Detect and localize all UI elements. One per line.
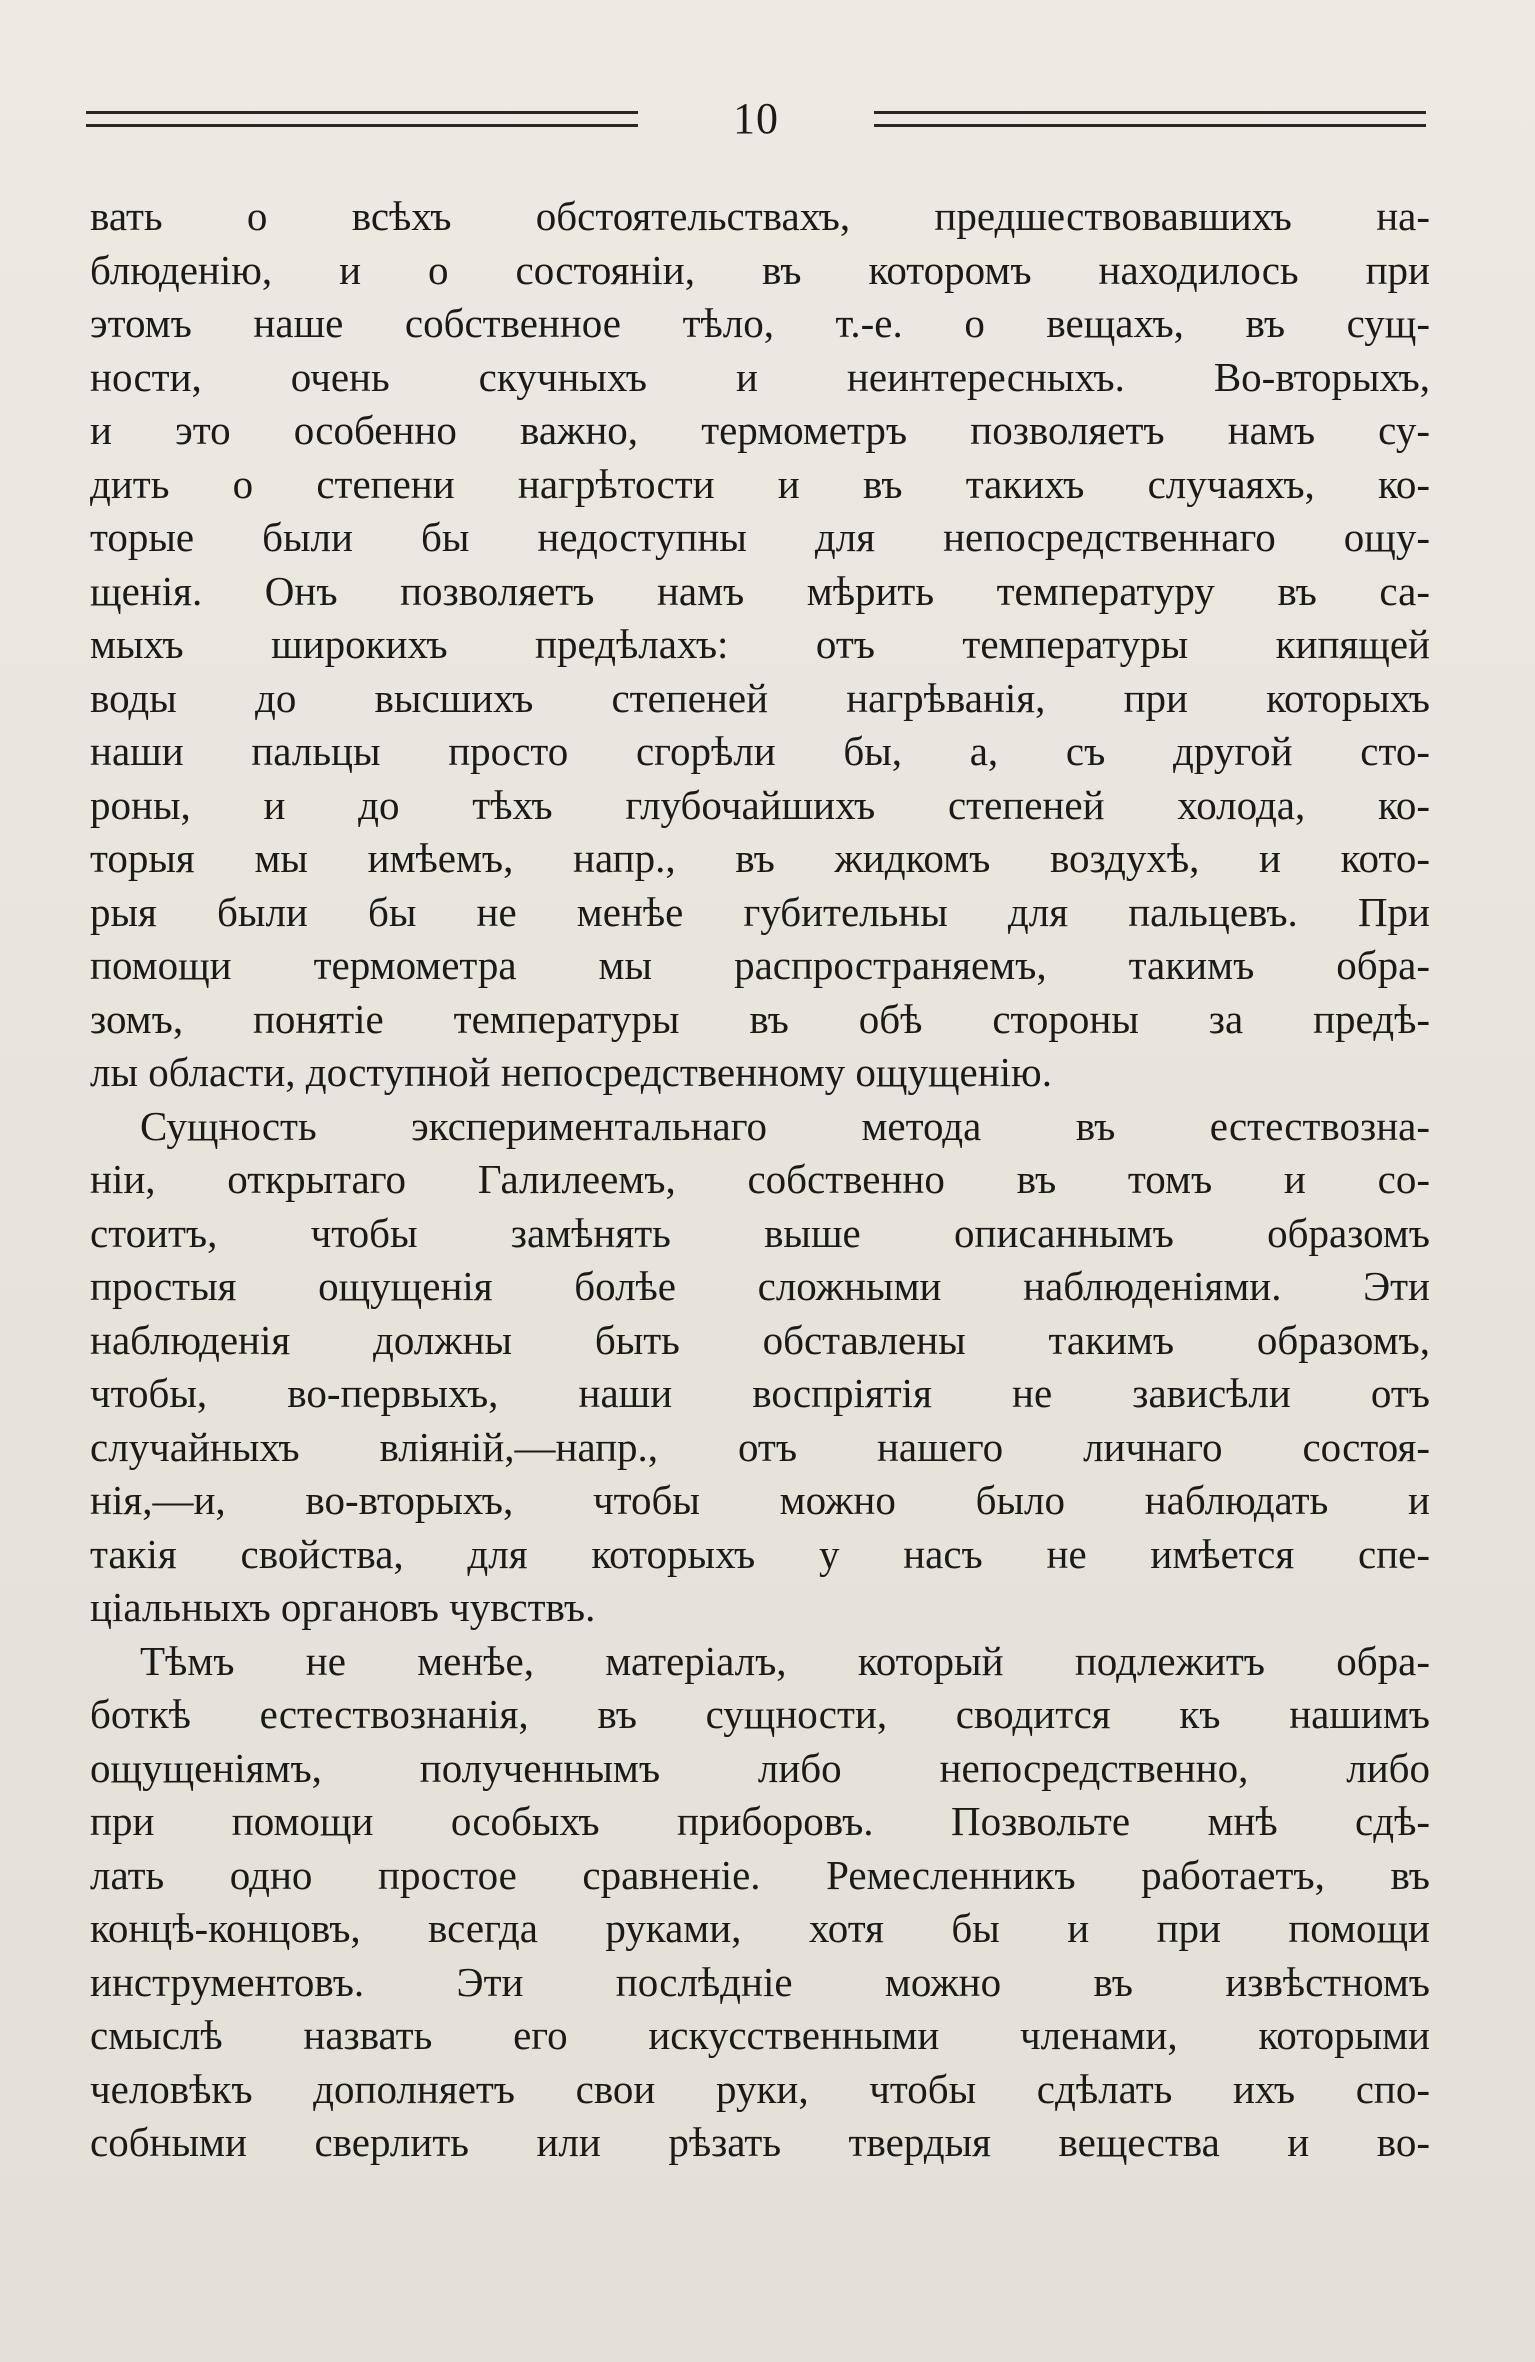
paragraph-3 — [90, 1635, 1430, 2170]
text-line: дить о степени нагрѣтости и въ такихъ случаяхъ, ко- — [90, 460, 1430, 507]
text-line: наблюденія должны быть обставлены такимъ образомъ, — [90, 1316, 1430, 1363]
paragraph-2 — [90, 1100, 1430, 1635]
text-line: лать одно простое сравненіе. Ремесленникъ работаетъ, въ — [90, 1851, 1430, 1898]
text-line: мыхъ широкихъ предѣлахъ: отъ температуры кипящей — [90, 621, 1430, 667]
text-line: зомъ, понятіе температуры въ обѣ стороны за предѣ- — [90, 995, 1430, 1042]
text-line: щенія. Онъ позволяетъ намъ мѣрить температуру въ са- — [90, 567, 1430, 614]
text-line: простыя ощущенія болѣе сложными наблюденіями. Эти — [90, 1263, 1430, 1309]
text-line: вать о всѣхъ обстоятельствахъ, предшествовавшихъ на- — [90, 193, 1430, 239]
page-number: 10 — [733, 94, 779, 143]
text-line: человѣкъ дополняетъ свои руки, чтобы сдѣлать ихъ спо- — [90, 2065, 1430, 2112]
text-line: наши пальцы просто сгорѣли бы, а, съ другой сто- — [90, 728, 1430, 774]
text-line: ціальныхъ органовъ чувствъ. — [90, 1584, 596, 1630]
text-line: и это особенно важно, термометръ позволяетъ намъ су- — [90, 407, 1430, 453]
text-line: торые были бы недоступны для непосредственнаго ощу- — [90, 514, 1430, 560]
text-line: смыслѣ назвать его искусственными членами, которыми — [90, 2012, 1430, 2058]
text-line: помощи термометра мы распространяемъ, такимъ обра- — [90, 942, 1430, 988]
text-line: стоитъ, чтобы замѣнять выше описаннымъ образомъ — [90, 1209, 1430, 1256]
header-rule-left — [86, 111, 638, 127]
text-line: концѣ-концовъ, всегда руками, хотя бы и при помощи — [90, 1905, 1430, 1951]
text-line: Сущность экспериментальнаго метода въ естествозна- — [140, 1102, 1430, 1149]
header-rule-right — [874, 111, 1426, 127]
text-line: нія,—и, во-вторыхъ, чтобы можно было наблюдать и — [90, 1477, 1430, 1523]
paragraph-1 — [90, 190, 1430, 1100]
page-header — [86, 94, 1426, 144]
text-line: воды до высшихъ степеней нагрѣванія, при которыхъ — [90, 674, 1430, 721]
text-line: собными сверлить или рѣзать твердыя вещества и во- — [90, 2119, 1430, 2165]
text-line: лы области, доступной непосредственному ощущенію. — [90, 1049, 1052, 1095]
text-line: ности, очень скучныхъ и неинтересныхъ. Во-вторыхъ, — [90, 353, 1430, 400]
text-line: роны, и до тѣхъ глубочайшихъ степеней холода, ко- — [90, 781, 1430, 828]
text-line: чтобы, во-первыхъ, наши воспріятія не зависѣли отъ — [90, 1370, 1430, 1416]
text-line: блюденію, и о состояніи, въ которомъ находилось при — [90, 246, 1430, 293]
text-line: торыя мы имѣемъ, напр., въ жидкомъ воздухѣ, и кото- — [90, 835, 1430, 881]
text-line: ощущеніямъ, полученнымъ либо непосредственно, либо — [90, 1744, 1430, 1791]
body-text — [90, 190, 1430, 2170]
text-line: при помощи особыхъ приборовъ. Позвольте мнѣ сдѣ- — [90, 1798, 1430, 1844]
text-line: боткѣ естествознанія, въ сущности, сводится къ нашимъ — [90, 1691, 1430, 1737]
text-line: ніи, открытаго Галилеемъ, собственно въ томъ и со- — [90, 1156, 1430, 1202]
text-line: случайныхъ вліяній,—напр., отъ нашего личнаго состоя- — [90, 1423, 1430, 1470]
text-line: рыя были бы не менѣе губительны для пальцевъ. При — [90, 888, 1430, 935]
text-line: Тѣмъ не менѣе, матеріалъ, который подлежитъ обра- — [140, 1637, 1430, 1684]
text-line: этомъ наше собственное тѣло, т.-е. о вещахъ, въ сущ- — [90, 300, 1430, 346]
text-line: инструментовъ. Эти послѣдніе можно въ извѣстномъ — [90, 1958, 1430, 2005]
text-line: такія свойства, для которыхъ у насъ не имѣется спе- — [90, 1530, 1430, 1577]
